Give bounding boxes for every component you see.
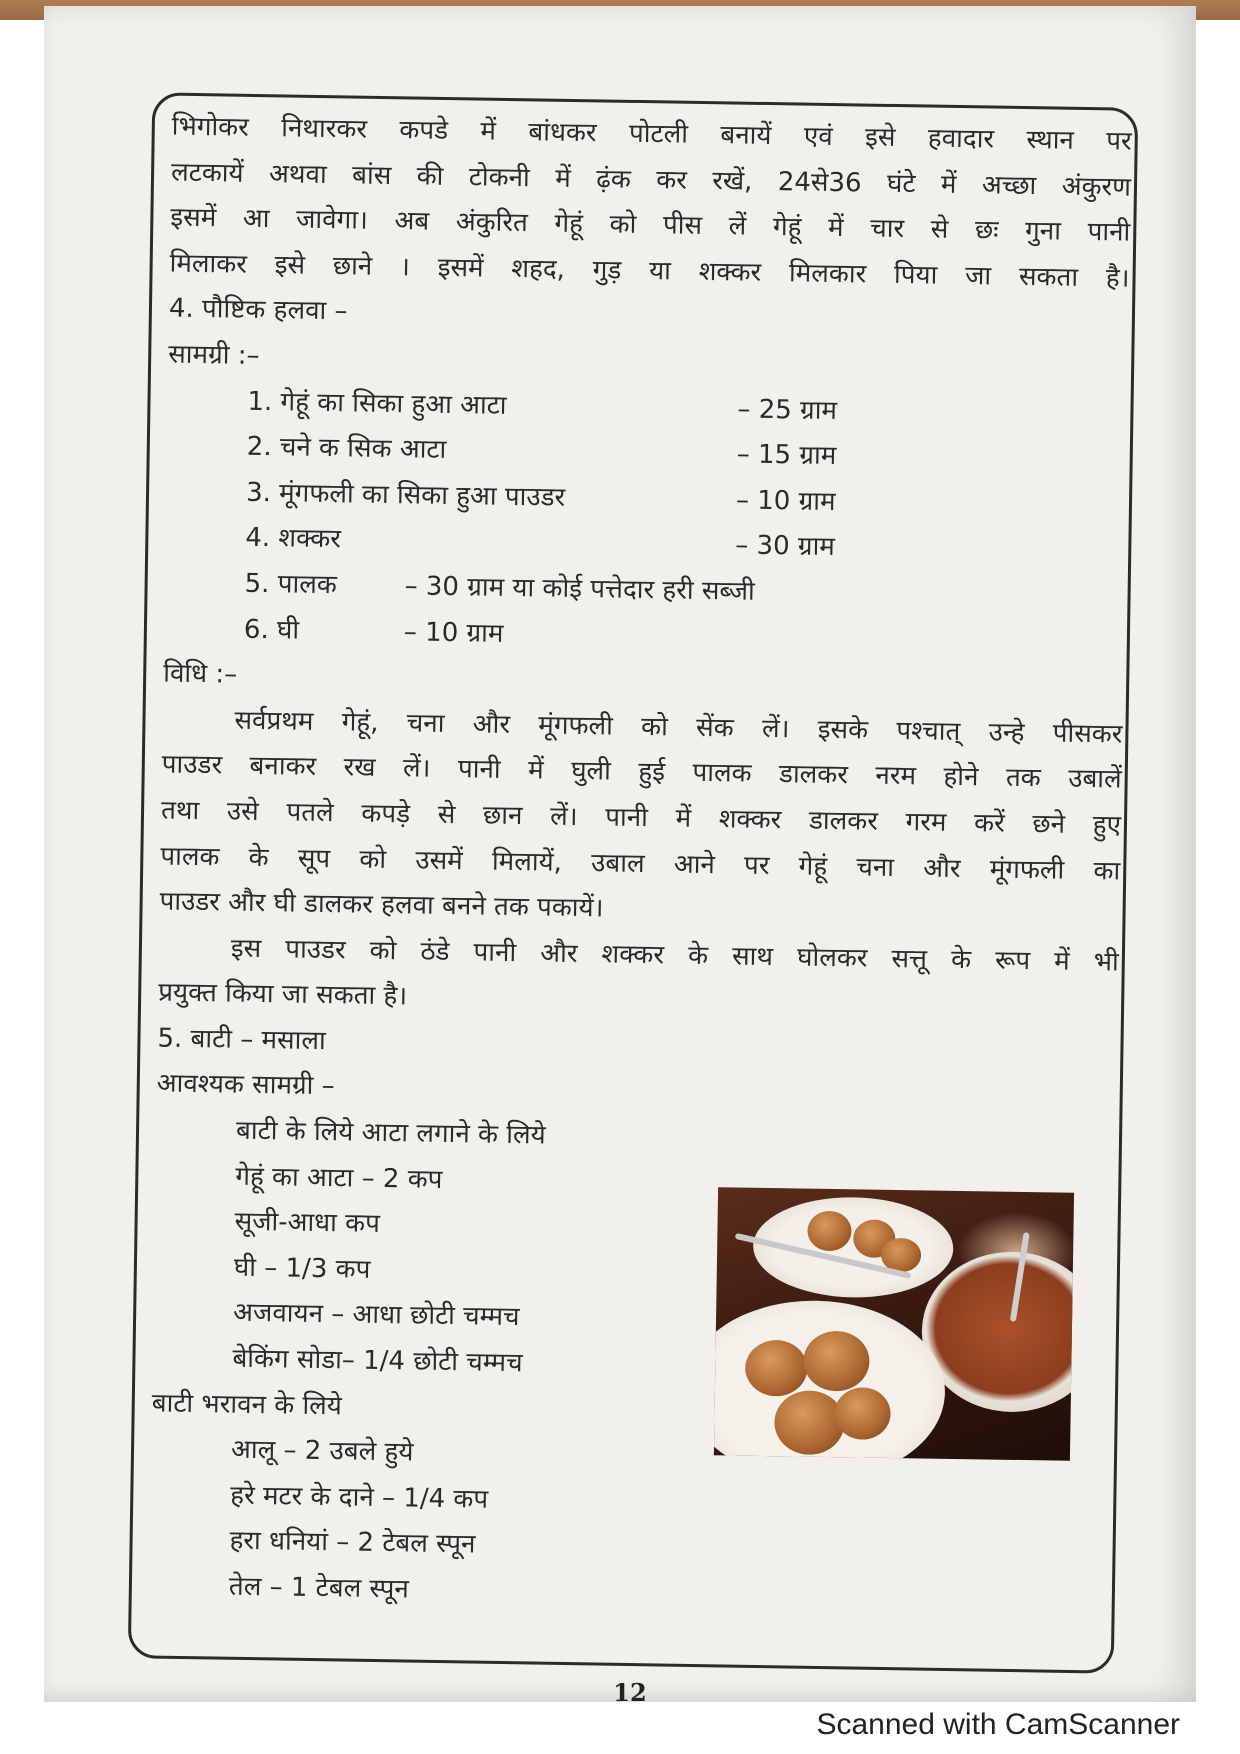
ingredient-name: 1. गेहूं का सिका हुआ आटा	[247, 386, 507, 421]
method-line: तथा उसे पतले कपड़े से छान लें। पानी में शक्कर डालकर गरम करें छने हुए	[160, 795, 1122, 841]
ingredient-name: 2. चने क सिक आटा	[246, 431, 447, 466]
ingredient-qty: – 30 ग्राम या कोई पत्तेदार हरी सब्जी	[404, 571, 755, 607]
bati-ball	[807, 1211, 852, 1252]
ingredient-name: 3. मूंगफली का सिका हुआ पाउडर	[245, 477, 566, 513]
method-heading: विधि :–	[162, 658, 238, 690]
ingredient-qty: – 10 ग्राम	[735, 485, 836, 517]
intro-line: भिगोकर निथारकर कपडे में बांधकर पोटली बनायें एवं इसे हवादार स्थान पर	[171, 111, 1132, 157]
plate-image-part	[714, 1299, 946, 1461]
filling-heading: बाटी भरावन के लिये	[151, 1388, 343, 1422]
recipe5-ingredients-heading: आवश्यक सामग्री –	[156, 1068, 335, 1102]
intro-line: मिलाकर इसे छाने । इसमें शहद, गुड़ या शक्कर मिलकार पिया जा सकता है।	[169, 248, 1130, 294]
list-item: बेकिंग सोडा– 1/4 छोटी चम्मच	[232, 1343, 523, 1379]
list-item: हरे मटर के दाने – 1/4 कप	[230, 1480, 489, 1515]
page-number: 12	[613, 1678, 647, 1707]
list-item: सूजी-आधा कप	[234, 1206, 381, 1240]
ingredient-qty: – 30 ग्राम	[735, 530, 836, 563]
camscanner-watermark: Scanned with CamScanner	[816, 1708, 1180, 1741]
intro-line: लटकायें अथवा बांस की टोकनी में ढ़ंक कर रखें, 24से36 घंटे में अच्छा अंकुरण	[170, 157, 1132, 203]
list-item: तेल – 1 टेबल स्पून	[228, 1571, 410, 1605]
bati-ball	[774, 1390, 845, 1455]
bati-ball	[834, 1387, 891, 1440]
list-item: गेहूं का आटा – 2 कप	[235, 1161, 443, 1195]
list-item: अजवायन – आधा छोटी चम्मच	[232, 1298, 520, 1333]
ingredient-qty: – 15 ग्राम	[736, 439, 837, 472]
list-item: हरा धनियां – 2 टेबल स्पून	[229, 1526, 476, 1560]
method-line: पाउडर बनाकर रख लें। पानी में घुली हुई पालक डालकर नरम होने तक उबालें	[161, 749, 1122, 795]
bati-ball	[745, 1340, 808, 1397]
bati-ball	[803, 1331, 870, 1392]
dough-heading: बाटी के लिये आटा लगाने के लिये	[235, 1115, 546, 1151]
list-item: घी – 1/3 कप	[233, 1252, 371, 1285]
intro-line: इसमें आ जावेगा। अब अंकुरित गेहूं को पीस लें गेहूं में चार से छः गुना पानी	[170, 202, 1131, 248]
method-line: इस पाउडर को ठंडे पानी और शक्कर के साथ घोलकर सत्तू के रूप में भी	[230, 933, 1120, 978]
method-line: सर्वप्रथम गेहूं, चना और मूंगफली को सेंक लें। इसके पश्चात् उन्हे पीसकर	[234, 705, 1123, 750]
recipe5-title: 5. बाटी – मसाला	[157, 1023, 326, 1056]
filling-list	[149, 1427, 672, 1618]
dough-list	[152, 1107, 676, 1389]
ingredient-qty: – 25 ग्राम	[737, 394, 838, 426]
method-line: पालक के सूप को उसमें मिलायें, उबाल आने पर गेहूं चना और मूंगफली का	[160, 840, 1121, 887]
bati-food-photo	[714, 1187, 1074, 1461]
method-line: पाउडर और घी डालकर हलवा बनने तक पकायें।	[159, 886, 604, 924]
ingredient-name: 6. घी	[243, 614, 300, 646]
list-item: आलू – 2 उबले हुये	[230, 1434, 414, 1468]
recipe4-title: 4. पौष्टिक हलवा –	[168, 293, 348, 327]
ingredient-qty: – 10 ग्राम	[403, 616, 504, 649]
method-line: प्रयुक्त किया जा सकता है।	[157, 977, 408, 1012]
ingredient-name: 5. पालक	[244, 568, 338, 601]
ingredient-name: 4. शक्कर	[245, 523, 342, 555]
recipe4-ingredients-heading: सामग्री :–	[167, 339, 260, 371]
